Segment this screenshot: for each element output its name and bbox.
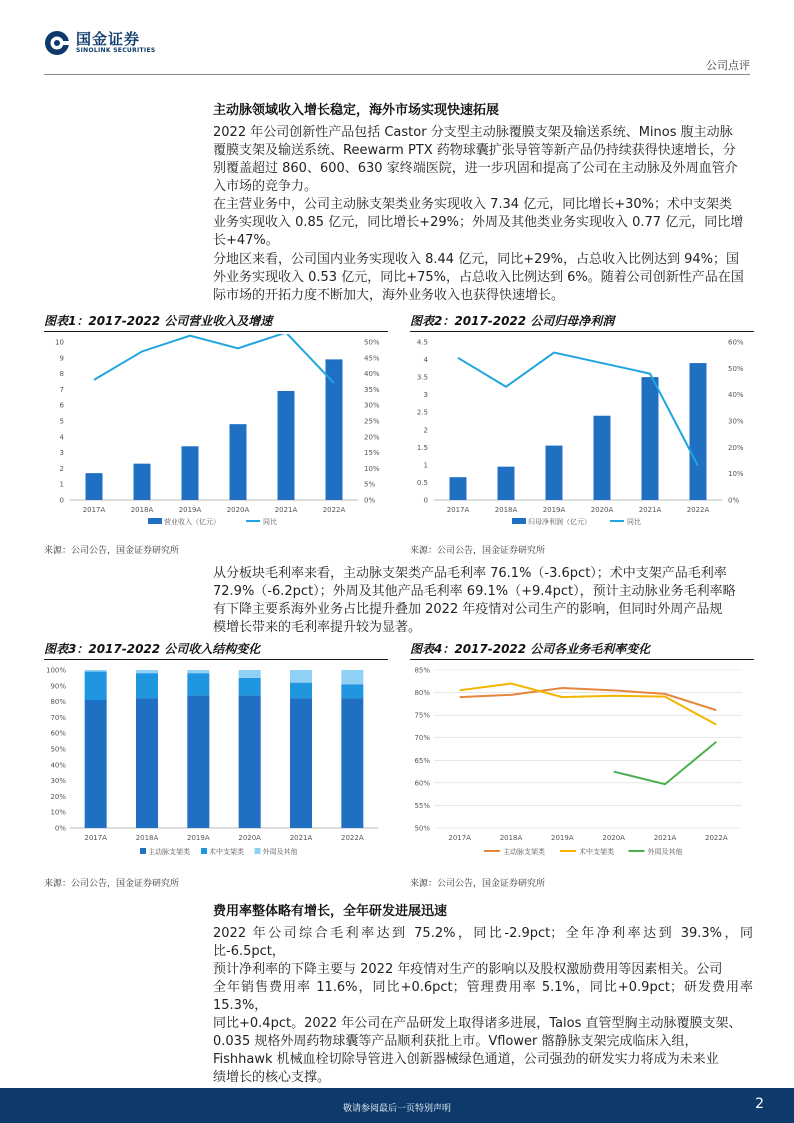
paragraph-regions — [213, 251, 753, 305]
paragraph-gross-margin — [213, 565, 753, 637]
legend-label: 术中支架类 — [579, 848, 614, 856]
y-tick-label: 80% — [414, 689, 430, 698]
figure4-source: 来源：公司公告，国金证券研究所 — [410, 879, 546, 889]
bar-2020A — [230, 424, 247, 500]
legend-label: 营业收入（亿元） — [164, 518, 220, 526]
x-tick-label: 2017A — [448, 834, 471, 842]
x-tick-label: 2019A — [542, 506, 566, 514]
x-tick-label: 2020A — [238, 834, 261, 842]
y-tick-label: 50% — [414, 824, 430, 833]
text-line: 外业务实现收入 0.53 亿元，同比+75%，占总收入比例达到 6%。随着公司创新性产品在国 — [213, 270, 744, 285]
y-tick-label: 65% — [414, 756, 430, 765]
section-title-aorta: 主动脉领域收入增长稳定，海外市场实现快速拓展 — [213, 103, 500, 118]
stack-segment-2018A — [136, 698, 158, 828]
document-type: 公司点评 — [706, 59, 750, 72]
y-left-tick-label: 0.5 — [416, 478, 428, 487]
y-right-tick-label: 10% — [728, 470, 744, 479]
legend-label: 同比 — [627, 518, 641, 526]
legend-label: 外周及其他 — [647, 848, 683, 856]
growth-line — [94, 334, 334, 383]
text-line: 2022 年公司创新性产品包括 Castor 分支型主动脉覆膜支架及输送系统、Minos 腹主动脉 — [213, 125, 733, 140]
page-number: 2 — [755, 1096, 764, 1112]
stack-segment-2022A — [341, 670, 363, 684]
company-logo — [44, 30, 155, 56]
company-name-en: SINOLINK SECURITIES — [76, 47, 156, 54]
stack-segment-2019A — [187, 670, 209, 673]
x-tick-label: 2022A — [322, 506, 346, 514]
text-line: 有下降主要系海外业务占比提升叠加 2022 年疫情对公司生产的影响，但同时外周产品规 — [213, 602, 723, 617]
y-tick-label: 60% — [50, 729, 66, 738]
y-right-tick-label: 30% — [728, 417, 744, 426]
y-left-tick-label: 0 — [423, 496, 428, 505]
x-tick-label: 2020A — [226, 506, 250, 514]
figure3-source: 来源：公司公告，国金证券研究所 — [44, 879, 180, 889]
text-line: 际市场的开拓力度不断加大，海外业务收入也获得快速增长。 — [213, 288, 565, 303]
y-left-tick-label: 1 — [59, 480, 64, 489]
stack-segment-2021A — [290, 683, 312, 699]
legend-label: 术中支架类 — [209, 848, 244, 856]
text-line: 0.035 规格外周药物球囊等产品顺利获批上市。Vflower 髂静脉支架完成临床入组， — [213, 1034, 698, 1049]
x-tick-label: 2017A — [446, 506, 470, 514]
text-line: 业务实现收入 0.85 亿元，同比增长+29%；外周及其他类业务实现收入 0.77 亿元，同比增 — [213, 215, 744, 230]
y-left-tick-label: 3 — [423, 391, 428, 400]
y-tick-label: 100% — [45, 666, 66, 675]
text-line: 覆膜支架及输送系统、Reewarm PTX 药物球囊扩张导管等新产品仍持续获得快速增长，分 — [213, 143, 736, 158]
x-tick-label: 2021A — [638, 506, 662, 514]
y-left-tick-label: 3.5 — [416, 373, 428, 382]
stack-segment-2020A — [239, 695, 261, 828]
y-tick-label: 0% — [54, 824, 66, 833]
y-left-tick-label: 10 — [55, 338, 64, 347]
x-tick-label: 2018A — [130, 506, 154, 514]
y-right-tick-label: 0% — [364, 496, 376, 505]
y-tick-label: 75% — [414, 711, 430, 720]
y-tick-label: 85% — [414, 666, 430, 675]
legend-label: 主动脉支架类 — [148, 848, 190, 856]
stack-segment-2017A — [85, 672, 107, 700]
legend-swatch — [201, 848, 207, 854]
text-line: Fishhawk 机械血栓切除导管进入创新器械绿色通道，公司强劲的研发实力将成为未来业 — [213, 1052, 719, 1067]
figure1-chart — [40, 334, 390, 534]
text-line: 别覆盖超过 860、600、630 家终端医院，进一步巩固和提高了公司在主动脉及外周血管介 — [213, 161, 738, 176]
stack-segment-2018A — [136, 673, 158, 698]
text-line: 预计净利率的下降主要与 2022 年疫情对生产的影响以及股权激励费用等因素相关。公司 — [213, 962, 723, 977]
y-tick-label: 90% — [50, 682, 66, 691]
stack-segment-2020A — [239, 678, 261, 695]
legend-label: 主动脉支架类 — [503, 848, 545, 856]
company-name-cn: 国金证券 — [76, 30, 141, 48]
y-tick-label: 10% — [50, 808, 66, 817]
text-line: 从分板块毛利率来看，主动脉支架类产品毛利率 76.1%（-3.6pct）；术中支架产品毛利率 — [213, 566, 727, 581]
legend-swatch — [255, 848, 261, 854]
series-line-主动脉支架类 — [460, 688, 717, 710]
stack-segment-2017A — [85, 700, 107, 828]
x-tick-label: 2020A — [590, 506, 614, 514]
legend-swatch — [140, 848, 146, 854]
y-tick-label: 80% — [50, 698, 66, 707]
y-tick-label: 55% — [414, 801, 430, 810]
figure1-title: 图表1：2017-2022 公司营业收入及增速 — [44, 312, 388, 332]
bar-2019A — [182, 446, 199, 500]
bar-2018A — [134, 464, 151, 500]
footer-disclaimer: 敬请参阅最后一页特别声明 — [342, 1104, 451, 1114]
figure3-title: 图表3：2017-2022 公司收入结构变化 — [44, 640, 388, 660]
figure2-title: 图表2：2017-2022 公司归母净利润 — [410, 312, 754, 332]
stack-segment-2019A — [187, 673, 209, 695]
x-tick-label: 2019A — [178, 506, 202, 514]
legend-label: 归母净利润（亿元） — [528, 518, 591, 526]
y-left-tick-label: 2 — [59, 464, 64, 473]
bar-2017A — [86, 473, 103, 500]
section-title-expenses: 费用率整体略有增长，全年研发进展迅速 — [213, 904, 448, 919]
x-tick-label: 2018A — [494, 506, 518, 514]
y-tick-label: 20% — [50, 792, 66, 801]
bar-2018A — [498, 467, 515, 500]
y-left-tick-label: 2 — [423, 426, 428, 435]
y-right-tick-label: 40% — [364, 370, 380, 379]
bar-2021A — [642, 377, 659, 500]
y-right-tick-label: 40% — [728, 391, 744, 400]
y-left-tick-label: 4 — [59, 433, 64, 442]
x-tick-label: 2019A — [187, 834, 210, 842]
text-line: 2022 年公司综合毛利率达到 75.2%，同比-2.9pct；全年净利率达到 39.3%，同比-6.5pct， — [213, 926, 753, 959]
legend-label: 外周及其他 — [262, 848, 298, 856]
y-right-tick-label: 20% — [728, 443, 744, 452]
legend-label: 同比 — [263, 518, 277, 526]
y-left-tick-label: 4.5 — [416, 338, 428, 347]
y-right-tick-label: 50% — [364, 338, 380, 347]
figure2-source: 来源：公司公告，国金证券研究所 — [410, 546, 546, 556]
y-tick-label: 50% — [50, 745, 66, 754]
y-left-tick-label: 3 — [59, 449, 64, 458]
y-right-tick-label: 50% — [728, 364, 744, 373]
stack-segment-2021A — [290, 670, 312, 683]
y-right-tick-label: 5% — [364, 480, 376, 489]
figure1-source: 来源：公司公告，国金证券研究所 — [44, 546, 180, 556]
stack-segment-2022A — [341, 684, 363, 698]
x-tick-label: 2022A — [341, 834, 364, 842]
y-right-tick-label: 15% — [364, 449, 380, 458]
y-tick-label: 70% — [50, 713, 66, 722]
paragraph-innovative-products — [213, 124, 753, 196]
text-line: 分地区来看，公司国内业务实现收入 8.44 亿元，同比+29%，占总收入比例达到 94%；国 — [213, 252, 740, 267]
y-right-tick-label: 35% — [364, 385, 380, 394]
figure3-chart — [40, 662, 390, 862]
figure2-chart — [404, 334, 754, 534]
text-line: 同比+0.4pct。2022 年公司在产品研发上取得诸多进展，Talos 直管型胸主动脉覆膜支架、 — [213, 1016, 742, 1031]
y-left-tick-label: 1.5 — [416, 443, 428, 452]
bar-2022A — [326, 359, 343, 500]
logo-icon — [44, 30, 70, 56]
y-right-tick-label: 25% — [364, 417, 380, 426]
paragraph-expenses-rnd — [213, 925, 753, 1087]
x-tick-label: 2018A — [499, 834, 523, 842]
y-tick-label: 30% — [50, 777, 66, 786]
stack-segment-2021A — [290, 698, 312, 828]
text-line: 模增长带来的毛利率提升较为显著。 — [213, 620, 422, 635]
y-left-tick-label: 9 — [59, 354, 64, 363]
text-line: 72.9%（-6.2pct）；外周及其他产品毛利率 69.1%（+9.4pct），预计主动脉业务毛利率略 — [213, 584, 736, 599]
bar-2021A — [278, 391, 295, 500]
x-tick-label: 2017A — [84, 834, 107, 842]
y-left-tick-label: 6 — [59, 401, 64, 410]
y-right-tick-label: 10% — [364, 464, 380, 473]
stack-segment-2019A — [187, 695, 209, 828]
x-tick-label: 2021A — [274, 506, 298, 514]
x-tick-label: 2022A — [705, 834, 728, 842]
y-tick-label: 60% — [414, 779, 430, 788]
text-line: 绩增长的核心支撑。 — [213, 1070, 331, 1085]
stack-segment-2018A — [136, 670, 158, 673]
y-right-tick-label: 60% — [728, 338, 744, 347]
x-tick-label: 2018A — [135, 834, 159, 842]
series-line-外周及其他 — [614, 742, 717, 784]
y-left-tick-label: 1 — [423, 461, 428, 470]
text-line: 长+47%。 — [213, 233, 279, 248]
y-left-tick-label: 8 — [59, 370, 64, 379]
bar-2019A — [546, 446, 563, 500]
y-tick-label: 40% — [50, 761, 66, 770]
bar-2017A — [450, 477, 467, 500]
figure4-chart — [404, 662, 754, 862]
y-left-tick-label: 2.5 — [416, 408, 428, 417]
y-left-tick-label: 5 — [59, 417, 64, 426]
x-tick-label: 2021A — [289, 834, 313, 842]
y-right-tick-label: 45% — [364, 354, 380, 363]
stack-segment-2022A — [341, 698, 363, 828]
growth-line — [458, 353, 698, 466]
legend-swatch-bar — [148, 518, 162, 524]
y-tick-label: 70% — [414, 734, 430, 743]
header-divider — [44, 74, 750, 75]
text-line: 在主营业务中，公司主动脉支架类业务实现收入 7.34 亿元，同比增长+30%；术中支架类 — [213, 197, 732, 212]
y-right-tick-label: 0% — [728, 496, 740, 505]
paragraph-main-business — [213, 196, 753, 250]
y-right-tick-label: 30% — [364, 401, 380, 410]
x-tick-label: 2021A — [653, 834, 677, 842]
figure4-title: 图表4：2017-2022 公司各业务毛利率变化 — [410, 640, 754, 660]
text-line: 入市场的竞争力。 — [213, 179, 318, 194]
bar-2022A — [690, 363, 707, 500]
stack-segment-2017A — [85, 670, 107, 672]
y-left-tick-label: 7 — [59, 385, 64, 394]
y-left-tick-label: 0 — [59, 496, 64, 505]
bar-2020A — [594, 416, 611, 500]
legend-swatch-bar — [512, 518, 526, 524]
stack-segment-2020A — [239, 670, 261, 678]
y-right-tick-label: 20% — [364, 433, 380, 442]
x-tick-label: 2017A — [82, 506, 106, 514]
x-tick-label: 2022A — [686, 506, 710, 514]
y-left-tick-label: 4 — [423, 356, 428, 365]
text-line: 全年销售费用率 11.6%，同比+0.6pct；管理费用率 5.1%，同比+0.9pct；研发费用率 15.3%， — [213, 980, 753, 1013]
x-tick-label: 2019A — [551, 834, 574, 842]
x-tick-label: 2020A — [602, 834, 625, 842]
